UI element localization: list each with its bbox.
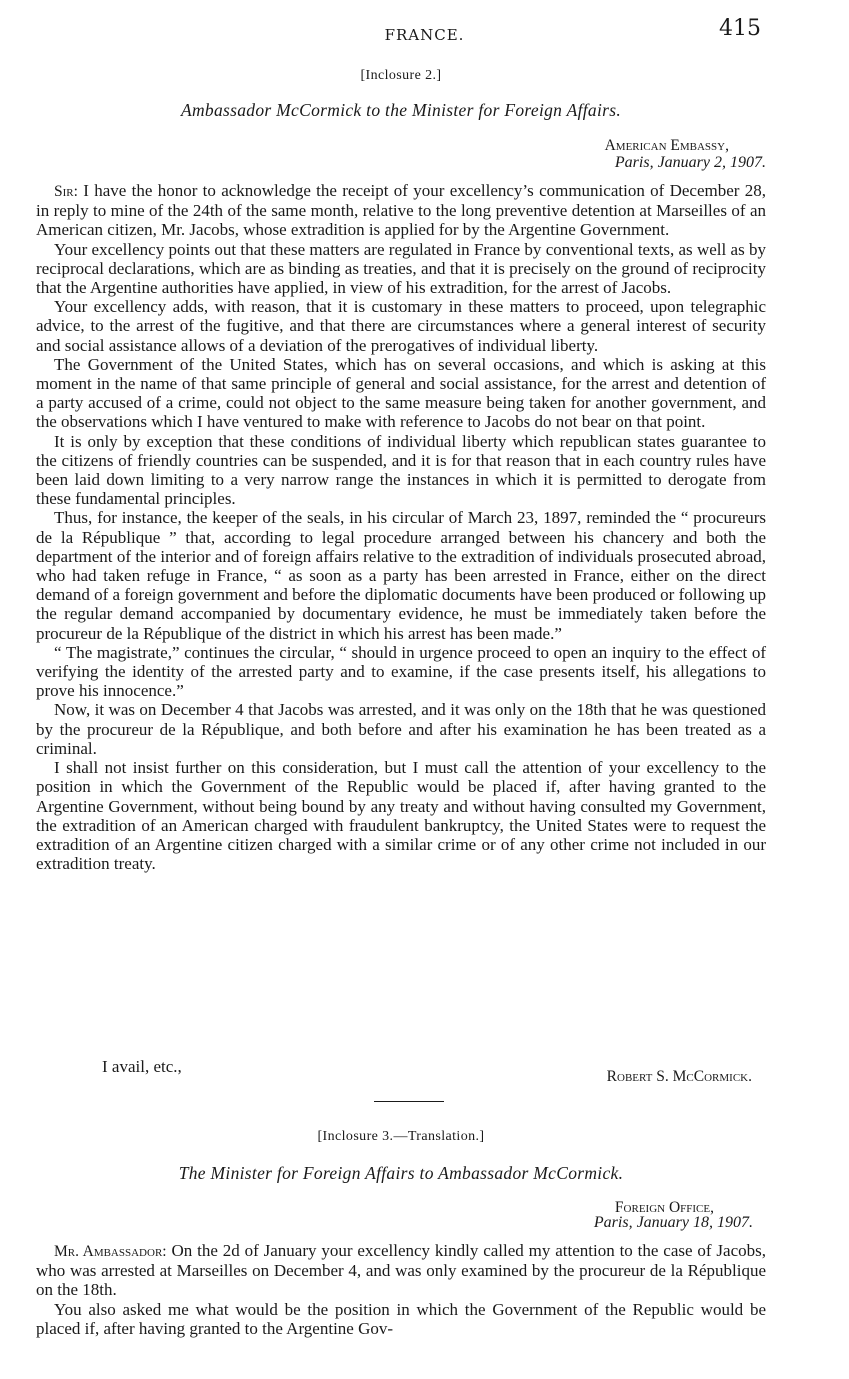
inclosure-3-date: Paris, January 18, 1907. [593, 1214, 753, 1231]
closing: I avail, etc., [102, 1057, 182, 1076]
paragraph: I shall not insist further on this consideration, but I must call the attention of your excellency to the position in which the Government of the Republic would be placed if, after having granted to the Argentine Government, without being bound by any treaty and without having consulted my Government, the extradition of an American charged with fraudulent bankruptcy, the United States were to request the extradition of an Argentine citizen charged with a similar crime or of any other crime not included in our extradition treaty. [36, 758, 766, 874]
running-head [0, 16, 849, 52]
paragraph: Your excellency points out that these matters are regulated in France by conventional texts, as well as by reciprocal declarations, which are as binding as treaties, and that it is precisely on the ground of reciprocity that the Argentine authorities have applied, in view of his extradition, for the arrest of Jacobs. [36, 239, 766, 298]
inclosure-3-body [36, 1241, 766, 1338]
paragraph: Your excellency adds, with reason, that it is customary in these matters to proceed, upon telegraphic advice, to the arrest of the fugitive, and that there are circumstances where a general interest of security and social assistance allows of a deviation of the prerogatives of individual liberty. [36, 297, 766, 355]
signature: Robert S. McCormick. [606, 1068, 752, 1085]
page-number: 415 [719, 16, 761, 41]
inclosure-3-place: Foreign Office, [614, 1199, 714, 1216]
running-title: FRANCE. [384, 26, 465, 44]
inclosure-3-heading: The Minister for Foreign Affairs to Ambassador McCormick. [178, 1163, 624, 1183]
paragraph: You also asked me what would be the position in which the Government of the Republic would be placed if, after having granted to the Argentine Gov- [36, 1299, 766, 1338]
salutation: Mr. Ambassador: [54, 1243, 167, 1260]
inclosure-2-body [36, 181, 766, 873]
inclosure-2-label: [Inclosure 2.] [360, 68, 442, 83]
inclosure-2-date: Paris, January 2, 1907. [614, 154, 766, 171]
section-divider [374, 1101, 444, 1102]
inclosure-2-heading: Ambassador McCormick to the Minister for Foreign Affairs. [181, 100, 621, 120]
paragraph: It is only by exception that these conditions of individual liberty which republican states guarantee to the citizens of friendly countries can be suspended, and it is for that reason that in each country rules have been laid down limiting to a very narrow range the instances in which it is permitted to derogate from these fundamental principles. [36, 431, 766, 509]
paragraph: Now, it was on December 4 that Jacobs was arrested, and it was only on the 18th that he was questioned by the procureur de la République, and both before and after his examination he has been treated as a criminal. [36, 700, 766, 758]
paragraph: Sir: I have the honor to acknowledge the receipt of your excellency’s communication of December 28, in reply to mine of the 24th of the same month, relative to the long preventive detention at Marseilles of an American citizen, Mr. Jacobs, whose extradition is applied for by the Argentine Government. [36, 181, 766, 240]
salutation: Sir: [54, 183, 78, 200]
paragraph: Thus, for instance, the keeper of the seals, in his circular of March 23, 1897, reminded the “ procureurs de la République ” that, according to legal procedure arranged between his chancery and both the department of the interior and of foreign affairs relative to the extradition of individuals prosecuted abroad, who had taken refuge in France, “ as soon as a party has been arrested in France, either on the direct demand of a foreign government and before the diplomatic documents have been produced or following up the regular demand accompanied by documentary evidence, he must be immediately taken before the procureur de la République of the district in which his arrest has been made.” [36, 508, 766, 643]
paragraph: The Government of the United States, which has on several occasions, and which is asking at this moment in the name of that same principle of general and social assistance, for the arrest and detention of a party accused of a crime, could not object to the same measure being taken for another government, and the observations which I have ventured to make with reference to Jacobs do not bear on that point. [36, 354, 766, 432]
inclosure-3-label: [Inclosure 3.—Translation.] [317, 1129, 485, 1144]
paragraph: “ The magistrate,” continues the circular, “ should in urgence proceed to open an inquiry to the effect of verifying the identity of the arrested party and to examine, if the case presents itself, his allegations to prove his innocence.” [36, 642, 766, 701]
paragraph: Mr. Ambassador: On the 2d of January your excellency kindly called my attention to the case of Jacobs, who was arrested at Marseilles on December 4, and was only examined by the procureur de la République on the 18th. [36, 1241, 767, 1300]
inclosure-2-place: American Embassy, [604, 137, 729, 154]
